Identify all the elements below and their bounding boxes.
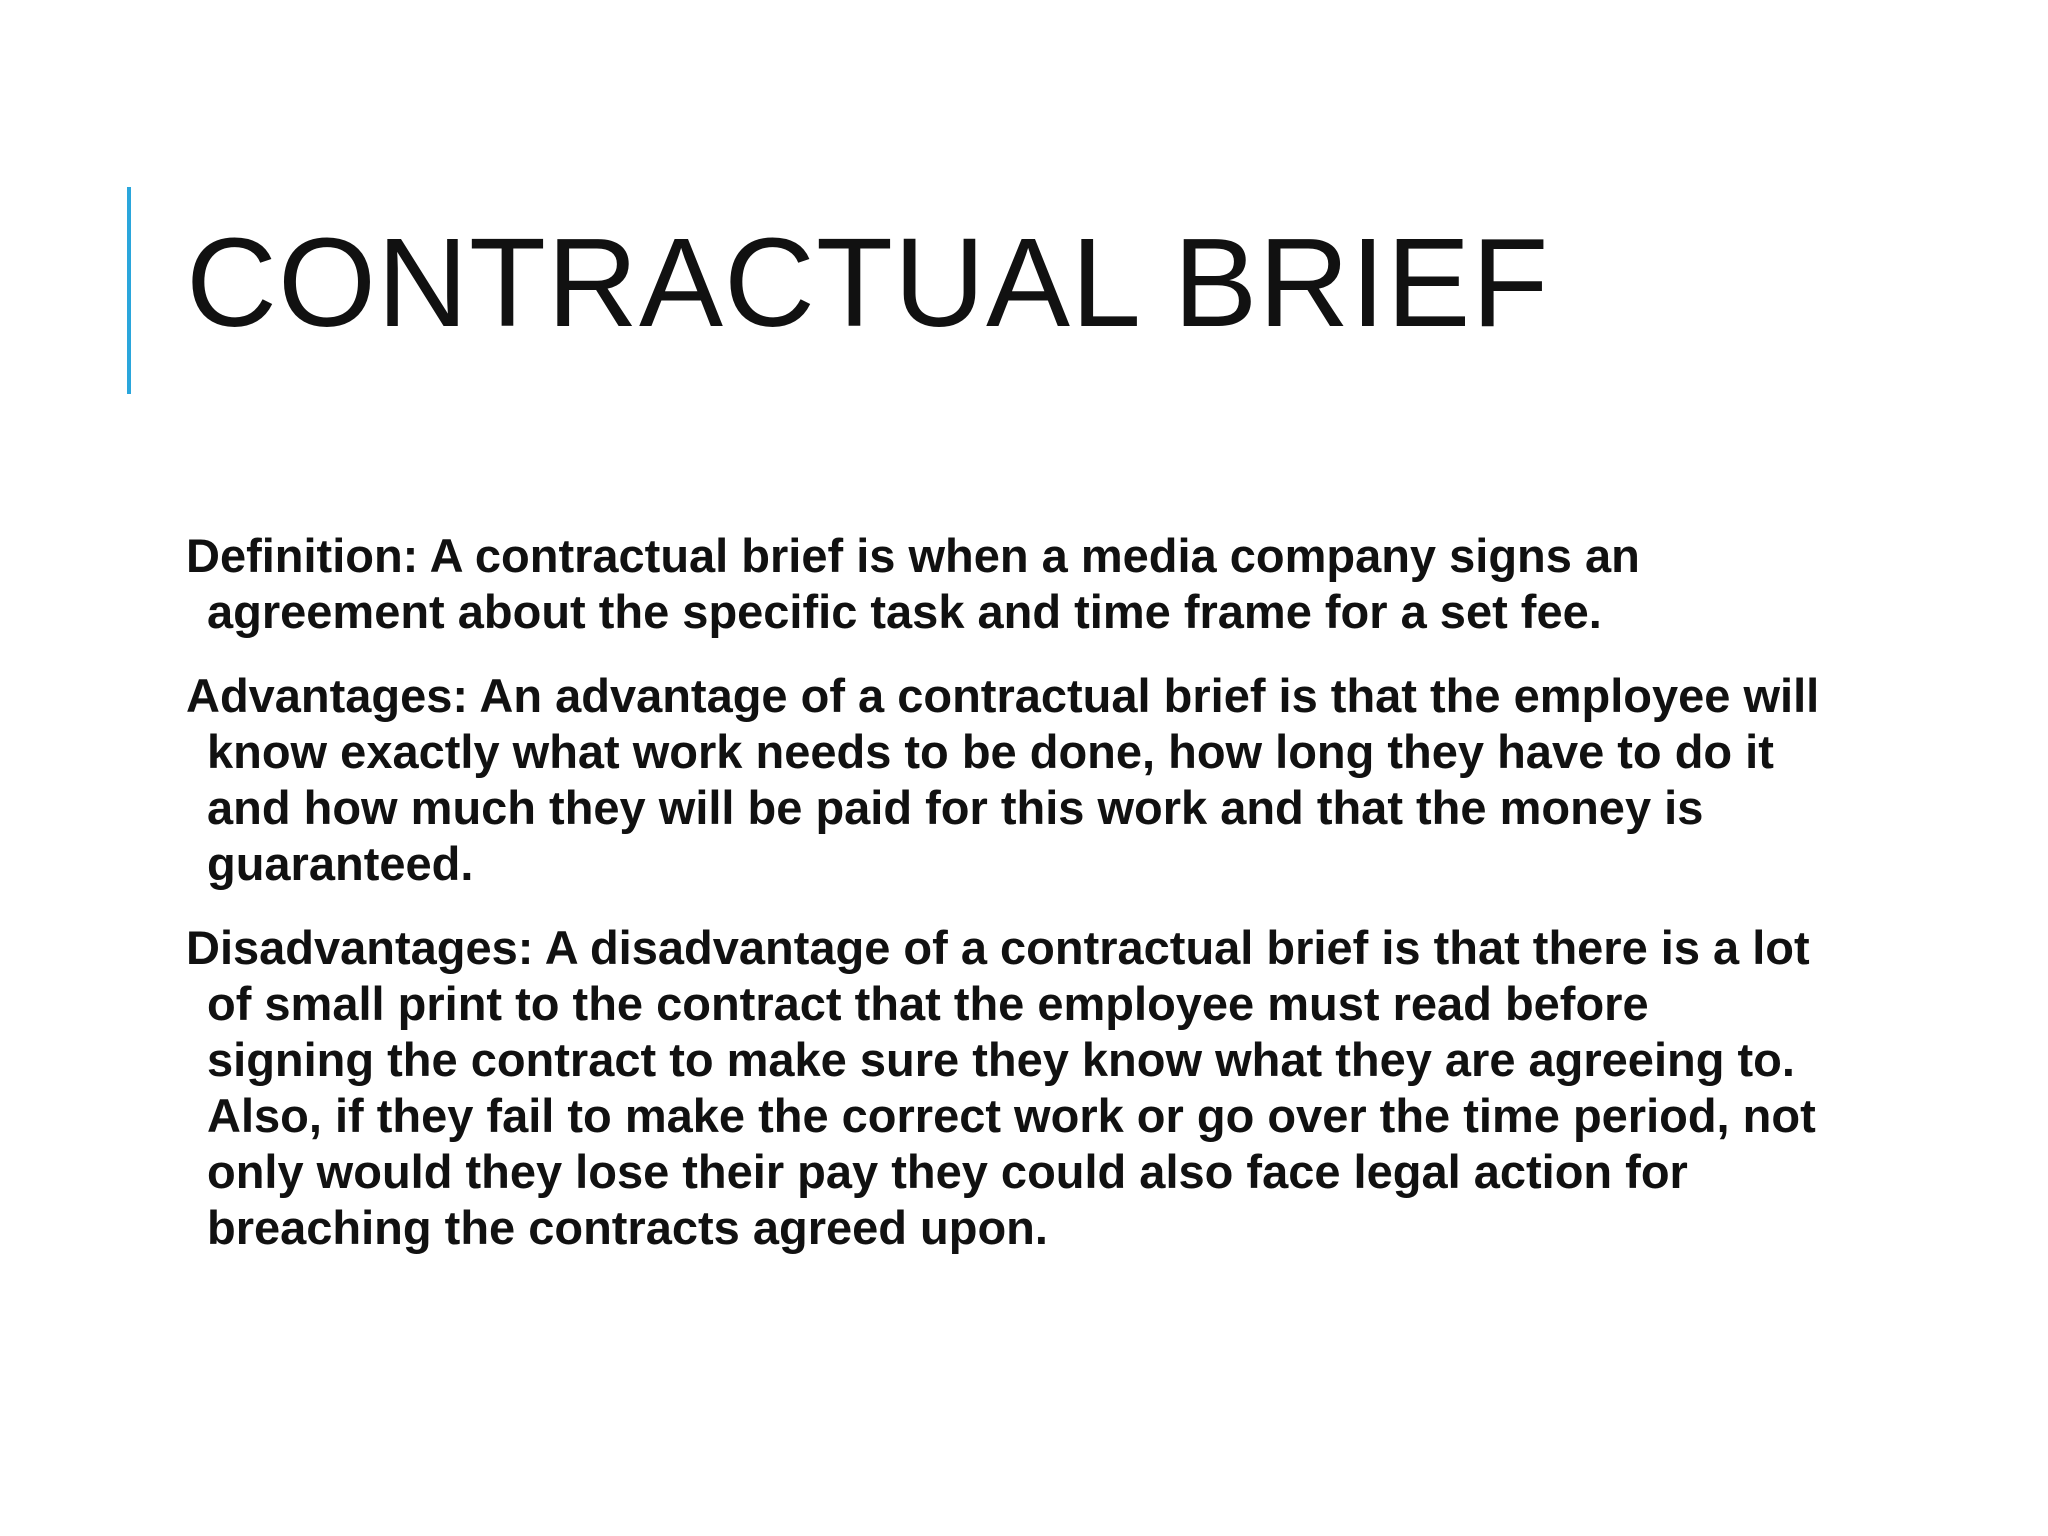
slide-body <box>186 528 1826 1284</box>
definition-paragraph: Definition: A contractual brief is when a media company signs an agreement about the specific task and time frame for a set fee. <box>186 529 1640 638</box>
advantages-paragraph: Advantages: An advantage of a contractual brief is that the employee will know exactly what work needs to be done, how long they have to do it and how much they will be paid for this work and that the money is guaranteed. <box>186 669 1820 890</box>
disadvantages-paragraph: Disadvantages: A disadvantage of a contractual brief is that there is a lot of small print to the contract that the employee must read before signing the contract to make sure they know what they are agreeing to. Also, if they fail to make the correct work or go over the time period, not only would they lose their pay they could also face legal action for breaching the contracts agreed upon. <box>186 921 1816 1254</box>
slide-title: CONTRACTUAL BRIEF <box>186 212 1550 353</box>
title-accent-bar <box>127 187 131 394</box>
